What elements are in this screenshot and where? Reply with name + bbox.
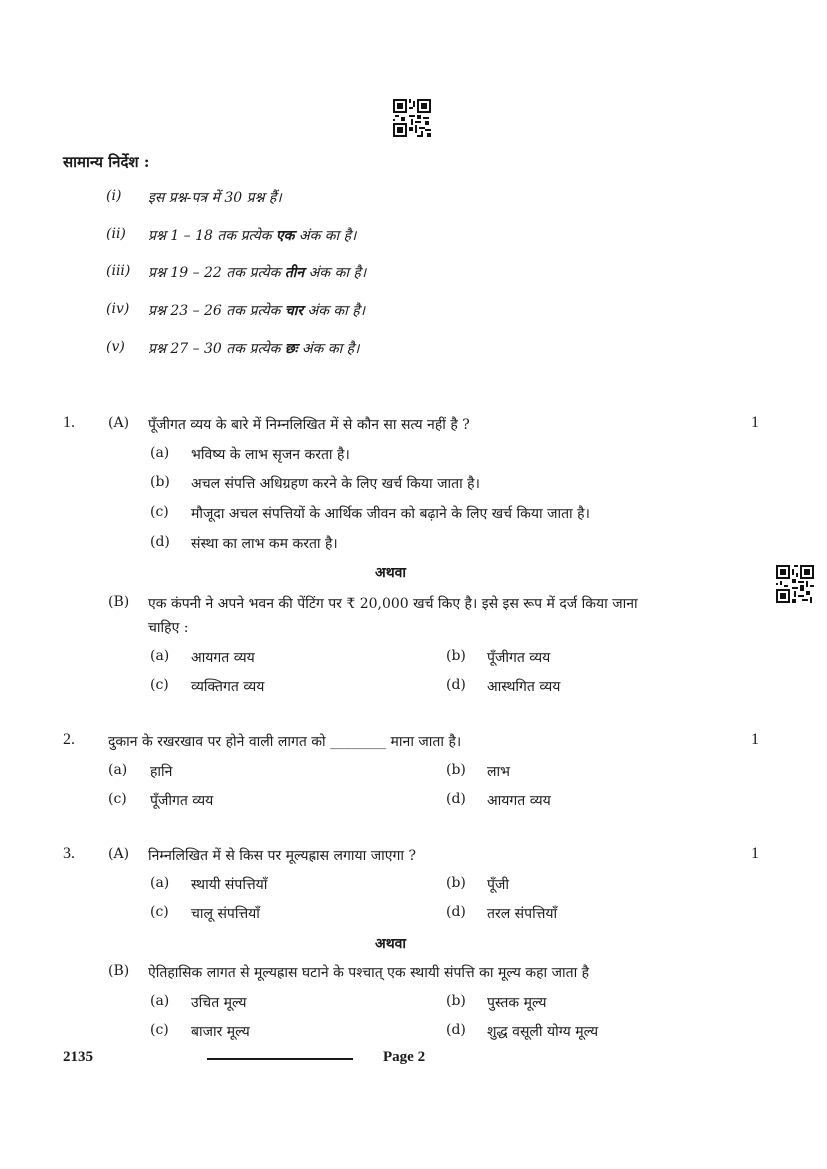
option-text: पूँजीगत व्यय — [487, 650, 551, 666]
option-label: (c) — [150, 677, 169, 693]
or-label: अथवा — [375, 565, 407, 581]
option-label: (a) — [150, 993, 170, 1009]
or-label: अथवा — [375, 936, 407, 952]
option-text: पुस्तक मूल्य — [487, 995, 547, 1011]
instruction-text-part: प्रश्न 23 – 26 तक प्रत्येक — [148, 303, 285, 319]
option-label: (b) — [446, 993, 466, 1009]
paper-code: 2135 — [63, 1049, 93, 1065]
option-text: अचल संपत्ति अधिग्रहण करने के लिए खर्च किया जाता है। — [191, 476, 480, 492]
instruction-text-part: इस प्रश्न-पत्र में 30 प्रश्न हैं। — [148, 190, 282, 206]
question-text: निम्नलिखित में से किस पर मूल्यह्रास लगाया जाएगा ? — [148, 848, 416, 864]
page-number: Page 2 — [383, 1049, 426, 1065]
question-text: ऐतिहासिक लागत से मूल्यह्रास घटाने के पश्चात् एक स्थायी संपत्ति का मूल्य कहा जाता है — [148, 965, 590, 981]
option-label: (c) — [150, 504, 169, 520]
question-part-label: (A) — [108, 846, 130, 862]
option-text: लाभ — [487, 764, 510, 780]
instruction-text-part: प्रश्न 19 – 22 तक प्रत्येक — [148, 265, 285, 281]
question-marks: 1 — [751, 414, 759, 431]
option-label: (d) — [446, 791, 466, 807]
option-text: शुद्ध वसूली योग्य मूल्य — [487, 1024, 599, 1040]
option-text: पूँजी — [487, 877, 509, 893]
instruction-text — [148, 263, 366, 282]
question-part-label: (B) — [108, 594, 130, 610]
instruction-text — [148, 188, 282, 207]
question-text: पूँजीगत व्यय के बारे में निम्नलिखित में से कौन सा सत्य नहीं है ? — [148, 417, 470, 433]
option-label: (a) — [150, 875, 170, 891]
option-label: (b) — [446, 648, 466, 664]
option-text: व्यक्तिगत व्यय — [191, 679, 265, 695]
option-text: हानि — [150, 764, 173, 780]
instruction-text-part: प्रश्न 27 – 30 तक प्रत्येक — [148, 341, 285, 357]
option-label: (c) — [150, 904, 169, 920]
question-part-label: (A) — [108, 415, 130, 431]
instructions-heading: सामान्य निर्देश : — [63, 153, 150, 171]
question-text: दुकान के रखरखाव पर होने वाली लागत को ________ माना जाता है। — [108, 734, 462, 750]
option-text: आयगत व्यय — [191, 650, 255, 666]
option-label: (b) — [150, 474, 170, 490]
question-number: 1. — [63, 414, 75, 431]
option-label: (d) — [446, 904, 466, 920]
instruction-text — [148, 339, 359, 358]
option-label: (d) — [150, 534, 170, 550]
instruction-label: (i) — [106, 188, 122, 204]
instruction-text-part: अंक का है। — [303, 303, 365, 319]
instruction-label: (iv) — [106, 301, 130, 317]
option-label: (b) — [446, 762, 466, 778]
question-marks: 1 — [751, 845, 759, 862]
option-label: (d) — [446, 1022, 466, 1038]
instruction-label: (iii) — [106, 263, 131, 279]
option-label: (b) — [446, 875, 466, 891]
instruction-bold: तीन — [284, 265, 305, 281]
option-text: आयगत व्यय — [487, 793, 551, 809]
option-text: उचित मूल्य — [191, 995, 247, 1011]
option-text: स्थायी संपत्तियाँ — [191, 877, 268, 893]
question-marks: 1 — [751, 731, 759, 748]
option-text: संस्था का लाभ कम करता है। — [191, 536, 338, 552]
instruction-bold: छः — [284, 341, 298, 357]
option-label: (c) — [108, 791, 127, 807]
option-text: मौजूदा अचल संपत्तियों के आर्थिक जीवन को बढ़ाने के लिए खर्च किया जाता है। — [191, 506, 590, 522]
question-part-label: (B) — [108, 963, 130, 979]
question-number: 3. — [63, 845, 75, 862]
top-qr-code — [393, 99, 431, 137]
instruction-bold: चार — [284, 303, 304, 319]
instruction-text-part: अंक का है। — [294, 228, 357, 244]
option-label: (a) — [108, 762, 128, 778]
option-text: तरल संपत्तियाँ — [487, 906, 558, 922]
option-label: (c) — [150, 1022, 169, 1038]
question-number: 2. — [63, 731, 75, 748]
option-text: पूँजीगत व्यय — [150, 793, 214, 809]
instruction-text-part: अंक का है। — [297, 341, 360, 357]
side-qr-code — [776, 565, 814, 603]
question-text-continued: चाहिए : — [148, 620, 189, 636]
option-label: (a) — [150, 648, 170, 664]
footer-rule — [207, 1058, 353, 1060]
instruction-label: (v) — [106, 339, 125, 355]
instruction-text — [148, 226, 356, 245]
instruction-label: (ii) — [106, 226, 126, 242]
option-text: बाजार मूल्य — [191, 1024, 250, 1040]
option-text: आस्थगित व्यय — [487, 679, 561, 695]
option-label: (a) — [150, 445, 170, 461]
option-text: चालू संपत्तियाँ — [191, 906, 260, 922]
instruction-text — [148, 301, 365, 320]
option-text: भविष्य के लाभ सृजन करता है। — [191, 447, 350, 463]
instruction-text-part: प्रश्न 1 – 18 तक प्रत्येक — [148, 228, 276, 244]
instruction-bold: एक — [275, 228, 295, 244]
option-label: (d) — [446, 677, 466, 693]
instruction-text-part: अंक का है। — [304, 265, 367, 281]
question-text: एक कंपनी ने अपने भवन की पेंटिंग पर ₹ 20,000 खर्च किए है। इसे इस रूप में दर्ज किया जाना — [148, 596, 638, 612]
